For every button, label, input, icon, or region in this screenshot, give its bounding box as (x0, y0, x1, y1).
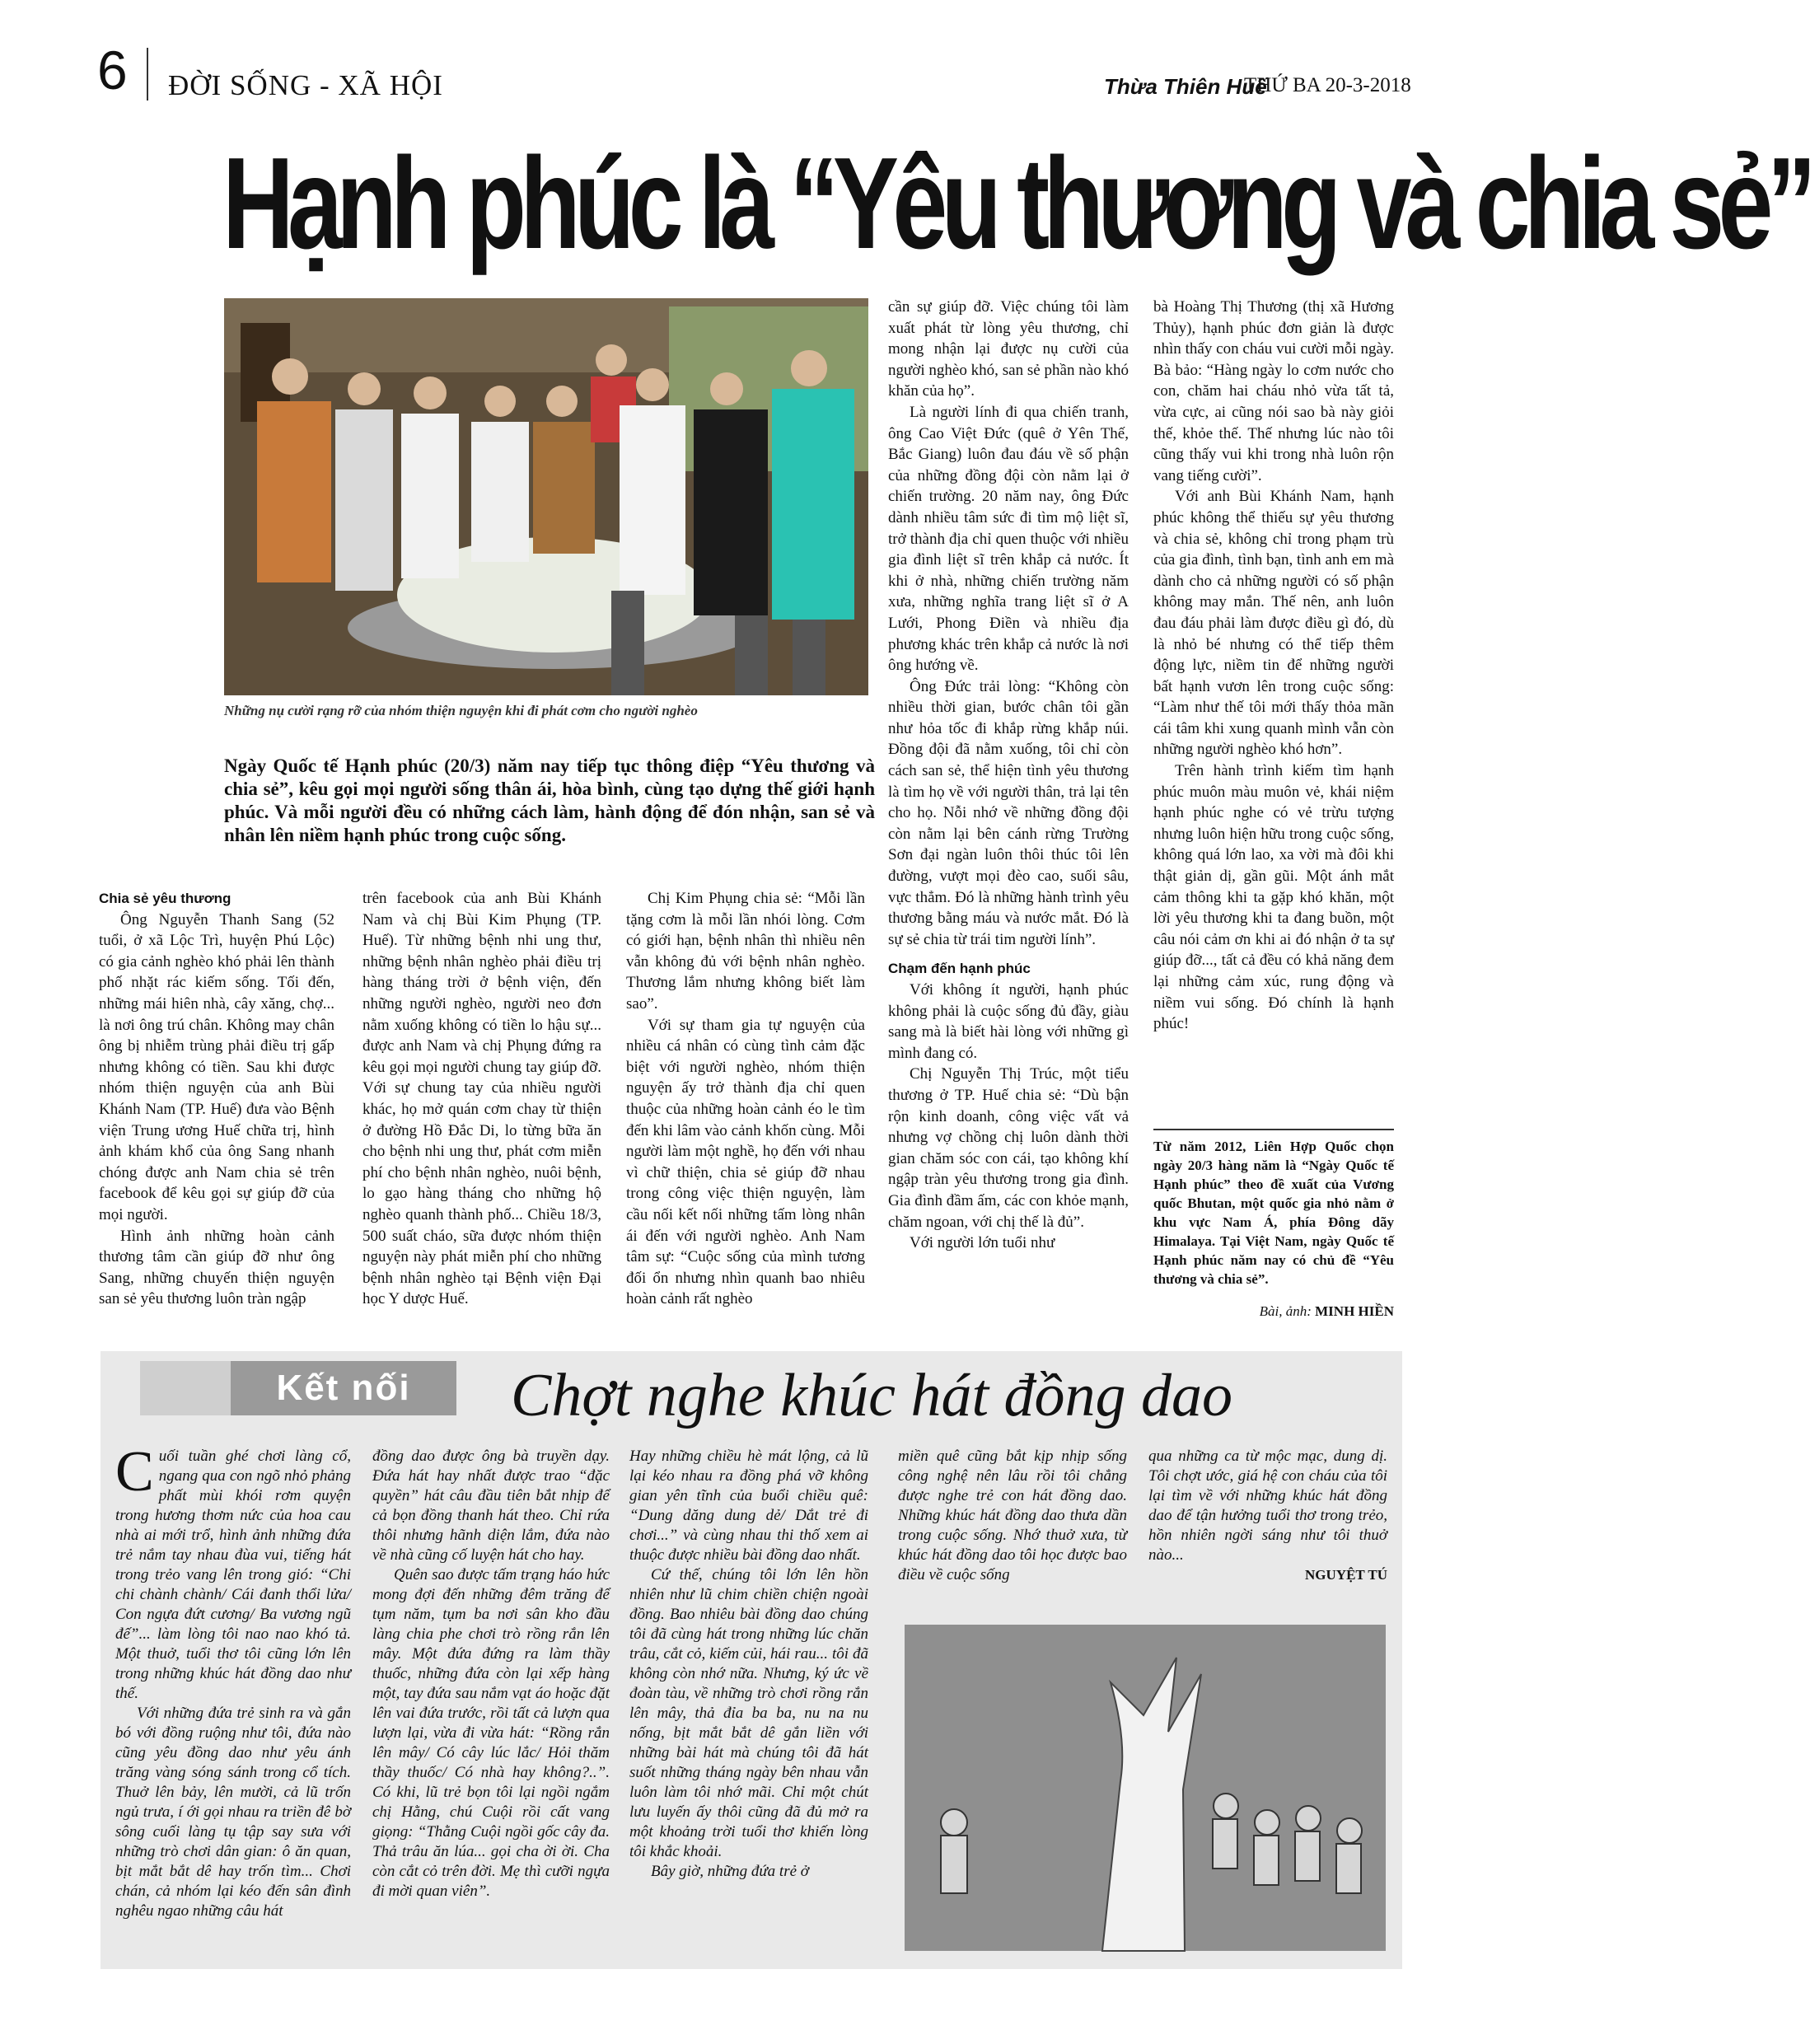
paragraph: qua những ca từ mộc mạc, dung dị. Tôi chợt ước, giá hệ con cháu của tôi lại tìm về với những khúc hát đồng dao để tận hưởng tuổi thơ trong trẻo, hồn nhiên ngời sáng như tôi thuở nào... (1148, 1448, 1387, 1564)
paragraph: Là người lính đi qua chiến tranh, ông Cao Việt Đức (quê ở Yên Thế, Bắc Giang) luôn đau đáu về số phận của những đồng đội còn nằm lại ở chiến trường. 20 năm nay, ông Đức dành nhiều tâm sức đi tìm mộ liệt sĩ, trở thành địa chỉ quen thuộc với nhiều gia đình liệt sĩ trên khắp cả nước. Ít khi ở nhà, những chiến trường năm xưa, những nghĩa trang liệt sĩ ở A Lưới, Phong Điền và nhiều địa phương khác trên khắp cả nước là nơi ông hướng về. (888, 403, 1129, 675)
paragraph: Chị Kim Phụng chia sẻ: “Mỗi lần tặng cơm là mỗi lần nhói lòng. Cơm có giới hạn, bệnh nhân thì nhiều nên vẫn không đủ với bệnh nhân nghèo. Thương lắm nhưng không biết làm sao”. (626, 890, 865, 1013)
paragraph: Ông Nguyễn Thanh Sang (52 tuổi, ở xã Lộc Trì, huyện Phú Lộc) có gia cảnh nghèo khó phải lên thành phố nhặt rác kiếm sống. Tối đến, những mái hiên nhà, cây xăng, chợ... là nơi ông trú chân. Không may chân ông bị nhiễm trùng phải điều trị gấp nhưng không có tiền. Sau khi được nhóm thiện nguyện của anh Bùi Khánh Nam (TP. Huế) đưa vào Bệnh viện Trung ương Huế chữa trị, hình ảnh khám khổ của ông Sang nhanh chóng được anh Nam chia sẻ trên facebook để kêu gọi sự giúp đỡ của mọi người. (99, 910, 334, 1223)
headline: Hạnh phúc là “Yêu thương và chia sẻ” (222, 131, 1810, 276)
happiness-day-note: Từ năm 2012, Liên Hợp Quốc chọn ngày 20/3 hàng năm là “Ngày Quốc tế Hạnh phúc” theo đề xuất của Vương quốc Bhutan, một quốc gia nhỏ nằm ở khu vực Nam Á, phía Đông dãy Himalaya. Tại Việt Nam, ngày Quốc tế Hạnh phúc năm nay có chủ đề “Yêu thương và chia sẻ”. (1153, 1139, 1394, 1287)
paragraph: Với sự tham gia tự nguyện của nhiều cá nhân có cùng tình cảm đặc biệt với người nghèo, nhóm thiện nguyện ấy trở thành địa chỉ quen thuộc của những hoàn cảnh éo le tìm đến khi lâm vào cảnh khốn cùng. Mỗi người làm một nghề, họ đến với nhau vì chữ thiện, chia sẻ giúp đỡ nhau trong công việc thiện nguyện, làm cầu nối kết nối những tấm lòng nhân ái đến với người nghèo. Anh Nam tâm sự: “Cuộc sống của mình tương đối ổn nhưng nhìn quanh bao nhiêu hoàn cảnh rất nghèo (626, 1016, 865, 1308)
paragraph: Hay những chiều hè mát lộng, cả lũ lại kéo nhau ra đồng phá vỡ không gian yên tĩnh của buổi chiều quê: “Dung dăng dung dẻ/ Dắt trẻ đi chơi...” và cùng nhau thi thố xem ai thuộc được nhiều bài đồng dao nhất. (629, 1448, 868, 1564)
paragraph: bà Hoàng Thị Thương (thị xã Hương Thủy), hạnh phúc đơn giản là được nhìn thấy con cháu vui cười mỗi ngày. Bà bảo: “Hàng ngày lo cơm nước cho con, chăm hai cháu nhỏ vừa tất tả, vừa cực, ai cũng nói sao bà này giỏi thế, khỏe thế. Thế nhưng lúc nào tôi cũng thấy vui khi trong nhà luôn rộn vang tiếng cười”. (1153, 298, 1394, 484)
box-divider (1153, 1129, 1394, 1130)
paragraph: trên facebook của anh Bùi Khánh Nam và chị Bùi Kim Phụng (TP. Huế). Từ những bệnh nhi ung thư, những bệnh nhân nghèo phải điều trị hàng tháng trời ở bệnh viện, đến những người nghèo, người neo đơn nằm xuống không có tiền lo hậu sự... được anh Nam và chị Phụng đứng ra kêu gọi mọi người chung tay giúp đỡ. Với sự chung tay của nhiều người khác, họ mở quán cơm chay từ thiện ở đường Hồ Đắc Di, lo từng bữa ăn cho bệnh nhi ung thư, phát cơm miễn phí cho bệnh nhân nghèo, nuôi bệnh, lo gạo hàng tháng cho những hộ nghèo quanh thành phố... Chiều 18/3, 500 suất cháo, sữa được nhóm thiện nguyện này phát miễn phí cho những bệnh nhân nghèo tại Bệnh viện Đại học Y dược Huế. (362, 890, 601, 1308)
article-column-3 (626, 888, 865, 1325)
paragraph: đồng dao được ông bà truyền dạy. Đứa hát hay nhất được trao “đặc quyền” hát câu đầu tiên bắt nhịp để cả bọn đồng thanh hát theo. Chỉ rứa thôi nhưng hãnh diện lắm, đứa nào về nhà cũng cố luyện hát cho hay. (372, 1448, 610, 1564)
article-column-1 (99, 888, 334, 1325)
page-number: 6 (97, 40, 128, 101)
ket-noi-column-1 (115, 1440, 351, 1957)
paragraph: Với anh Bùi Khánh Nam, hạnh phúc không thể thiếu sự yêu thương và chia sẻ, không chỉ trong phạm trù của gia đình, tình bạn, tình anh em mà dành cho cả những người có số phận không may mắn. Thế nên, anh luôn đau đáu phải làm được điều gì đó, dù là nhỏ bé nhưng có thể tiếp thêm động lực, niềm tin để những người bất hạnh vươn lên trong cuộc sống: “Làm như thế tôi mới thấy thỏa mãn cái tâm khi xung quanh mình vẫn còn những người nghèo khó hơn”. (1153, 488, 1394, 759)
ket-noi-byline: NGUYỆT TÚ (1305, 1567, 1387, 1583)
article-byline (1153, 1303, 1394, 1320)
paragraph: uối tuần ghé chơi làng cổ, ngang qua con ngõ nhỏ phảng phất mùi khói rơm quyện trong hương thơm nức của hoa cau nhà ai mới trổ, hình ảnh những đứa trẻ nắm tay nhau đùa vui, tiếng hát trong trẻo vang lên trong gió: “Chi chi chành chành/ Cái đanh thổi lửa/ Con ngựa đứt cương/ Ba vương ngũ đế”... làm lòng tôi nao nao khó tả. Một thuở, tuổi thơ tôi cũng lớn lên trong những khúc hát đồng dao như thế. (115, 1448, 351, 1702)
ket-noi-title: Chợt nghe khúc hát đồng dao (511, 1362, 1233, 1429)
article-column-4 (888, 297, 1129, 1325)
group-photo-illustration (224, 298, 868, 695)
paragraph: Hình ảnh những hoàn cảnh thương tâm cần giúp đỡ như ông Sang, những chuyến thiện nguyện san sẻ yêu thương luôn tràn ngập (99, 1227, 334, 1308)
ket-noi-column-2 (372, 1447, 610, 1957)
subhead-chia-se: Chia sẻ yêu thương (99, 891, 232, 906)
paragraph: Quên sao được tấm trạng háo hức mong đợi đến những đêm trăng để tụm năm, tụm ba nơi sân kho đầu làng chia phe chơi trò rồng rắn lên mây. Một đứa đứng ra làm thầy thuốc, những đứa còn lại xếp hàng một, tay đứa sau nắm vạt áo hoặc đặt lên vai đứa trước, rồi tất cả lượn qua lượn lại, vừa đi vừa hát: “Rồng rắn lên mây/ Có cây lúc lắc/ Hỏi thăm thầy thuốc/ Có nhà hay không?..”. Có khi, lũ trẻ bọn tôi lại ngồi ngắm chị Hằng, chú Cuội rồi cất vang giọng: “Thằng Cuội ngồi gốc cây đa. Thả trâu ăn lúa... gọi cha ời ời. Cha còn cắt cỏ trên đời. Mẹ thì cưỡi ngựa đi mời quan viên”. (372, 1566, 610, 1900)
section-name: ĐỜI SỐNG - XÃ HỘI (168, 69, 443, 101)
ket-noi-tag: Kết nối (231, 1361, 456, 1415)
paragraph: Với không ít người, hạnh phúc không phải là cuộc sống đủ đầy, giàu sang mà là biết hài lòng với những gì mình đang có. (888, 981, 1129, 1062)
article-lead: Ngày Quốc tế Hạnh phúc (20/3) năm nay tiếp tục thông điệp “Yêu thương và chia sẻ”, kêu gọi mọi người sống thân ái, hòa bình, cùng tạo dựng thế giới hạnh phúc. Và mỗi người đều có những cách làm, hành động để đón nhận, san sẻ và nhân lên niềm hạnh phúc trong cuộc sống. (224, 755, 875, 845)
article-column-5 (1153, 297, 1394, 1120)
newspaper-name: Thừa Thiên Huế (1104, 74, 1267, 99)
paragraph: miền quê cũng bắt kịp nhịp sống công nghệ nên lâu rồi tôi chẳng được nghe trẻ con hát đồng dao. Những khúc hát đồng dao thưa dần trong cuộc sống. Nhớ thuở xưa, từ khúc hát đồng dao tôi học được bao điều về cuộc sống (898, 1448, 1127, 1583)
tree-and-children-drawing (905, 1625, 1386, 1951)
byline-author: MINH HIỀN (1315, 1303, 1394, 1319)
paragraph: Trên hành trình kiếm tìm hạnh phúc muôn màu muôn vẻ, khái niệm hạnh phúc nghe có vẻ trừu tượng nhưng luôn hiện hữu trong cuộc sống, không quá lớn lao, xa vời mà đôi khi thật giản dị, gần gũi. Một ánh mắt cảm thông khi ta gặp khó khăn, một lời yêu thương khi ta đang buồn, một câu nói cảm ơn khi ai đó nhận ở ta sự giúp đỡ..., tất cả đều có khả năng đem lại những cảm xúc, rung động và niềm vui sống. Đó chính là hạnh phúc! (1153, 762, 1394, 1033)
paragraph: Ông Đức trải lòng: “Không còn nhiều thời gian, bước chân tôi gần như hỏa tốc đi khắp rừng khắp núi. Đồng đội đã nằm xuống, tôi chỉ còn cách san sẻ, thể hiện tình yêu thương là tìm họ về với người thân, trả lại tên cho họ. Nỗi nhớ về những đồng đội còn nằm lại bên cánh rừng Trường Sơn đại ngàn luôn thôi thúc tôi lên đường, vượt mọi đèo cao, suối sâu, vực thẳm. Đó là những hành trình yêu thương bằng máu và nước mắt. Đó là sự sẻ chia từ trái tim người lính”. (888, 677, 1129, 948)
article-column-2 (362, 888, 601, 1325)
paragraph: Chị Nguyễn Thị Trúc, một tiểu thương ở TP. Huế chia sẻ: “Dù bận rộn kinh doanh, công việc vất vả nhưng vợ chồng chị luôn dành thời gian chăm sóc con cái, tạo không khí ngập tràn yêu thương trong gia đình. Gia đình đầm ấm, các con khỏe mạnh, chăm ngoan, với chị thế là đủ”. (888, 1065, 1129, 1231)
ket-noi-column-4 (898, 1447, 1127, 1611)
dropcap: C (115, 1440, 154, 1504)
photo-caption: Những nụ cười rạng rỡ của nhóm thiện nguyện khi đi phát cơm cho người nghèo (224, 703, 698, 718)
byline-prefix: Bài, ảnh: (1259, 1303, 1312, 1319)
ket-noi-column-3 (629, 1447, 868, 1957)
paragraph: Với những đứa trẻ sinh ra và gắn bó với đồng ruộng như tôi, đứa nào cũng yêu đồng dao như yêu ánh trăng vàng sóng sánh trong cổ tích. Thuở lên bảy, lên mười, cả lũ trốn ngủ trưa, í ới gọi nhau ra triền đê bờ sông cuối làng tụ tập say sưa với những trò chơi dân gian: ô ăn quan, bịt mắt bắt dê hay trốn tìm... Chơi chán, cả nhóm lại kéo đến sân đình nghêu ngao những câu hát (115, 1705, 351, 1920)
paragraph: cần sự giúp đỡ. Việc chúng tôi làm xuất phát từ lòng yêu thương, chỉ mong nhận lại được nụ cười của người nghèo khó, san sẻ phần nào khó khăn của họ”. (888, 298, 1129, 400)
paragraph: Bây giờ, những đứa trẻ ở (651, 1863, 809, 1880)
children-playing-illustration (905, 1625, 1386, 1951)
paragraph: Với người lớn tuổi như (910, 1234, 1055, 1252)
paragraph: Cứ thế, chúng tôi lớn lên hồn nhiên như lũ chim chiền chiện ngoài đồng. Bao nhiêu bài đồng dao chúng tôi đã cùng hát trong những lúc chăn trâu, cắt cỏ, kiếm củi, hái rau... tôi đã không còn nhớ nữa. Nhưng, ký ức về đoàn tàu, về những trò chơi rồng rắn lên mây, thả đỉa ba ba, nu na nu nống, bịt mắt bắt dê gắn liền với những bài hát mà chúng tôi đã hát suốt những tháng ngày bên nhau vẫn luôn làm tôi nhớ mãi. Chỉ một chút lưu luyến ấy thôi cũng đã đủ mở ra một khoảng trời tuổi thơ khiến lòng tôi khắc khoải. (629, 1566, 868, 1860)
header-divider (147, 48, 148, 101)
article-photo (224, 298, 868, 695)
subhead-cham-den: Chạm đến hạnh phúc (888, 961, 1031, 977)
issue-date: THỨ BA 20-3-2018 (1244, 74, 1411, 96)
ket-noi-column-5 (1148, 1447, 1387, 1583)
